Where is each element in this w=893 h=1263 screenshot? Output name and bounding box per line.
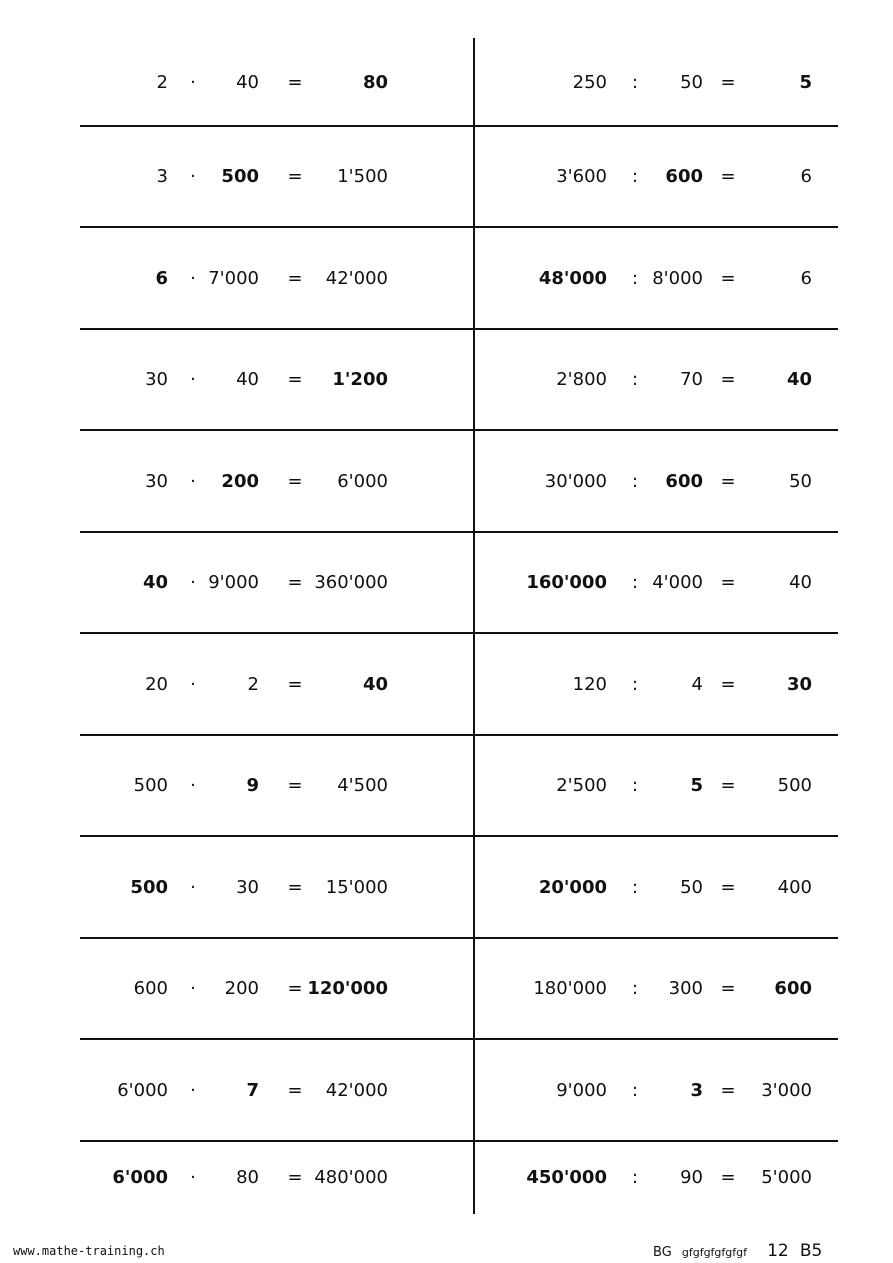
right-equation-equals-sign: = <box>720 978 736 999</box>
left-equation-operand-a: 6'000 <box>112 1167 168 1188</box>
left-equation-multiply-sign: · <box>190 877 196 898</box>
right-equation-operand-b: 50 <box>680 72 703 93</box>
right-equation-operand-b: 600 <box>665 471 703 492</box>
left-equation-operand-a: 30 <box>145 369 168 390</box>
right-equation-result: 40 <box>786 369 812 390</box>
left-equation-multiply-sign: · <box>190 268 196 289</box>
left-equation-result: 42'000 <box>325 268 388 289</box>
footer-pattern: gfgfgfgfgfgf <box>681 1246 747 1259</box>
left-equation-equals-sign: = <box>287 166 303 187</box>
left-equation-equals-sign: = <box>287 877 303 898</box>
right-equation-operand-b: 70 <box>680 369 703 390</box>
right-equation-result: 5 <box>799 72 812 93</box>
right-equation-operand-b: 4'000 <box>652 572 703 593</box>
left-equation-multiply-sign: · <box>190 471 196 492</box>
left-equation-result: 4'500 <box>337 775 388 796</box>
row-divider <box>80 429 838 431</box>
row-divider <box>80 734 838 736</box>
left-equation-operand-b: 40 <box>236 369 259 390</box>
left-equation-result: 360'000 <box>314 572 388 593</box>
left-equation-operand-b: 30 <box>236 877 259 898</box>
left-equation-multiply-sign: · <box>190 166 196 187</box>
left-equation-operand-a: 30 <box>145 471 168 492</box>
left-equation-result: 80 <box>362 72 388 93</box>
left-equation-operand-b: 7 <box>246 1080 259 1101</box>
right-equation-operand-a: 3'600 <box>556 166 607 187</box>
right-equation-equals-sign: = <box>720 572 736 593</box>
right-equation-operand-a: 2'800 <box>556 369 607 390</box>
right-equation-operand-a: 9'000 <box>556 1080 607 1101</box>
footer-info <box>653 1241 822 1263</box>
left-equation-multiply-sign: · <box>190 674 196 695</box>
left-equation-equals-sign: = <box>287 978 303 999</box>
right-equation-operand-b: 4 <box>691 674 703 695</box>
left-equation-multiply-sign: · <box>190 572 196 593</box>
right-equation-result: 5'000 <box>761 1167 812 1188</box>
left-equation-multiply-sign: · <box>190 72 196 93</box>
left-equation-operand-a: 3 <box>156 166 168 187</box>
left-equation-result: 42'000 <box>325 1080 388 1101</box>
right-equation-operand-b: 5 <box>690 775 703 796</box>
row-divider <box>80 531 838 533</box>
right-equation-equals-sign: = <box>720 775 736 796</box>
row-divider <box>80 1140 838 1142</box>
right-equation-equals-sign: = <box>720 1167 736 1188</box>
right-equation-equals-sign: = <box>720 166 736 187</box>
left-equation-equals-sign: = <box>287 369 303 390</box>
right-equation-operand-a: 160'000 <box>526 572 607 593</box>
left-equation-result: 40 <box>362 674 388 695</box>
left-equation-operand-b: 9 <box>246 775 259 796</box>
right-equation-result: 6 <box>800 268 812 289</box>
right-equation-operand-b: 3 <box>690 1080 703 1101</box>
right-equation-result: 40 <box>789 572 812 593</box>
right-equation-operand-a: 48'000 <box>538 268 607 289</box>
left-equation-result: 15'000 <box>325 877 388 898</box>
left-equation-operand-b: 40 <box>236 72 259 93</box>
left-equation-operand-a: 500 <box>130 877 168 898</box>
left-equation-equals-sign: = <box>287 1167 303 1188</box>
right-equation-divide-sign: : <box>631 775 639 796</box>
left-equation-multiply-sign: · <box>190 978 196 999</box>
left-equation-equals-sign: = <box>287 72 303 93</box>
right-equation-equals-sign: = <box>720 674 736 695</box>
right-equation-result: 600 <box>774 978 812 999</box>
right-equation-operand-a: 120 <box>572 674 607 695</box>
right-equation-operand-b: 300 <box>668 978 703 999</box>
right-equation-divide-sign: : <box>631 72 639 93</box>
left-equation-operand-b: 2 <box>247 674 259 695</box>
left-equation-operand-b: 9'000 <box>208 572 259 593</box>
row-divider <box>80 226 838 228</box>
right-equation-equals-sign: = <box>720 877 736 898</box>
right-equation-equals-sign: = <box>720 471 736 492</box>
left-equation-result: 6'000 <box>337 471 388 492</box>
right-equation-operand-a: 20'000 <box>538 877 607 898</box>
right-equation-divide-sign: : <box>631 572 639 593</box>
left-equation-result: 1'200 <box>332 369 388 390</box>
left-equation-operand-b: 80 <box>236 1167 259 1188</box>
row-divider <box>80 632 838 634</box>
right-equation-operand-a: 30'000 <box>544 471 607 492</box>
right-equation-result: 6 <box>800 166 812 187</box>
right-equation-equals-sign: = <box>720 72 736 93</box>
left-equation-equals-sign: = <box>287 775 303 796</box>
right-equation-divide-sign: : <box>631 268 639 289</box>
left-equation-operand-b: 200 <box>224 978 259 999</box>
left-equation-operand-b: 200 <box>221 471 259 492</box>
left-equation-operand-a: 600 <box>133 978 168 999</box>
left-equation-multiply-sign: · <box>190 775 196 796</box>
right-equation-operand-b: 600 <box>665 166 703 187</box>
footer-website[interactable]: www.mathe-training.ch <box>13 1244 165 1258</box>
left-equation-operand-a: 6 <box>155 268 168 289</box>
right-equation-operand-b: 90 <box>680 1167 703 1188</box>
left-equation-equals-sign: = <box>287 572 303 593</box>
right-equation-equals-sign: = <box>720 369 736 390</box>
left-equation-equals-sign: = <box>287 674 303 695</box>
right-equation-divide-sign: : <box>631 877 639 898</box>
footer-code: BG <box>653 1245 672 1260</box>
right-equation-divide-sign: : <box>631 1080 639 1101</box>
right-equation-divide-sign: : <box>631 369 639 390</box>
row-divider <box>80 125 838 127</box>
left-equation-operand-b: 7'000 <box>208 268 259 289</box>
right-equation-operand-a: 180'000 <box>533 978 607 999</box>
left-equation-multiply-sign: · <box>190 369 196 390</box>
right-equation-operand-a: 2'500 <box>556 775 607 796</box>
left-equation-result: 480'000 <box>314 1167 388 1188</box>
right-equation-divide-sign: : <box>631 978 639 999</box>
left-equation-operand-a: 6'000 <box>117 1080 168 1101</box>
left-equation-operand-a: 20 <box>145 674 168 695</box>
left-equation-multiply-sign: · <box>190 1080 196 1101</box>
right-equation-operand-a: 450'000 <box>526 1167 607 1188</box>
right-equation-operand-b: 50 <box>680 877 703 898</box>
right-equation-equals-sign: = <box>720 1080 736 1101</box>
row-divider <box>80 1038 838 1040</box>
left-equation-equals-sign: = <box>287 268 303 289</box>
left-equation-operand-a: 40 <box>142 572 168 593</box>
footer-page-number: 12 <box>767 1241 789 1261</box>
right-equation-divide-sign: : <box>631 166 639 187</box>
left-equation-multiply-sign: · <box>190 1167 196 1188</box>
right-equation-operand-a: 250 <box>572 72 607 93</box>
right-equation-result: 400 <box>777 877 812 898</box>
footer-level: B5 <box>799 1241 823 1261</box>
left-equation-operand-b: 500 <box>221 166 259 187</box>
right-equation-result: 500 <box>777 775 812 796</box>
row-divider <box>80 937 838 939</box>
right-equation-result: 30 <box>786 674 812 695</box>
left-equation-equals-sign: = <box>287 1080 303 1101</box>
row-divider <box>80 328 838 330</box>
row-divider <box>80 835 838 837</box>
right-equation-operand-b: 8'000 <box>652 268 703 289</box>
left-equation-operand-a: 2 <box>156 72 168 93</box>
right-equation-divide-sign: : <box>631 471 639 492</box>
right-equation-result: 50 <box>789 471 812 492</box>
left-equation-result: 120'000 <box>307 978 388 999</box>
left-equation-result: 1'500 <box>337 166 388 187</box>
right-equation-divide-sign: : <box>631 1167 639 1188</box>
right-equation-result: 3'000 <box>761 1080 812 1101</box>
left-equation-operand-a: 500 <box>133 775 168 796</box>
right-equation-equals-sign: = <box>720 268 736 289</box>
left-equation-equals-sign: = <box>287 471 303 492</box>
right-equation-divide-sign: : <box>631 674 639 695</box>
